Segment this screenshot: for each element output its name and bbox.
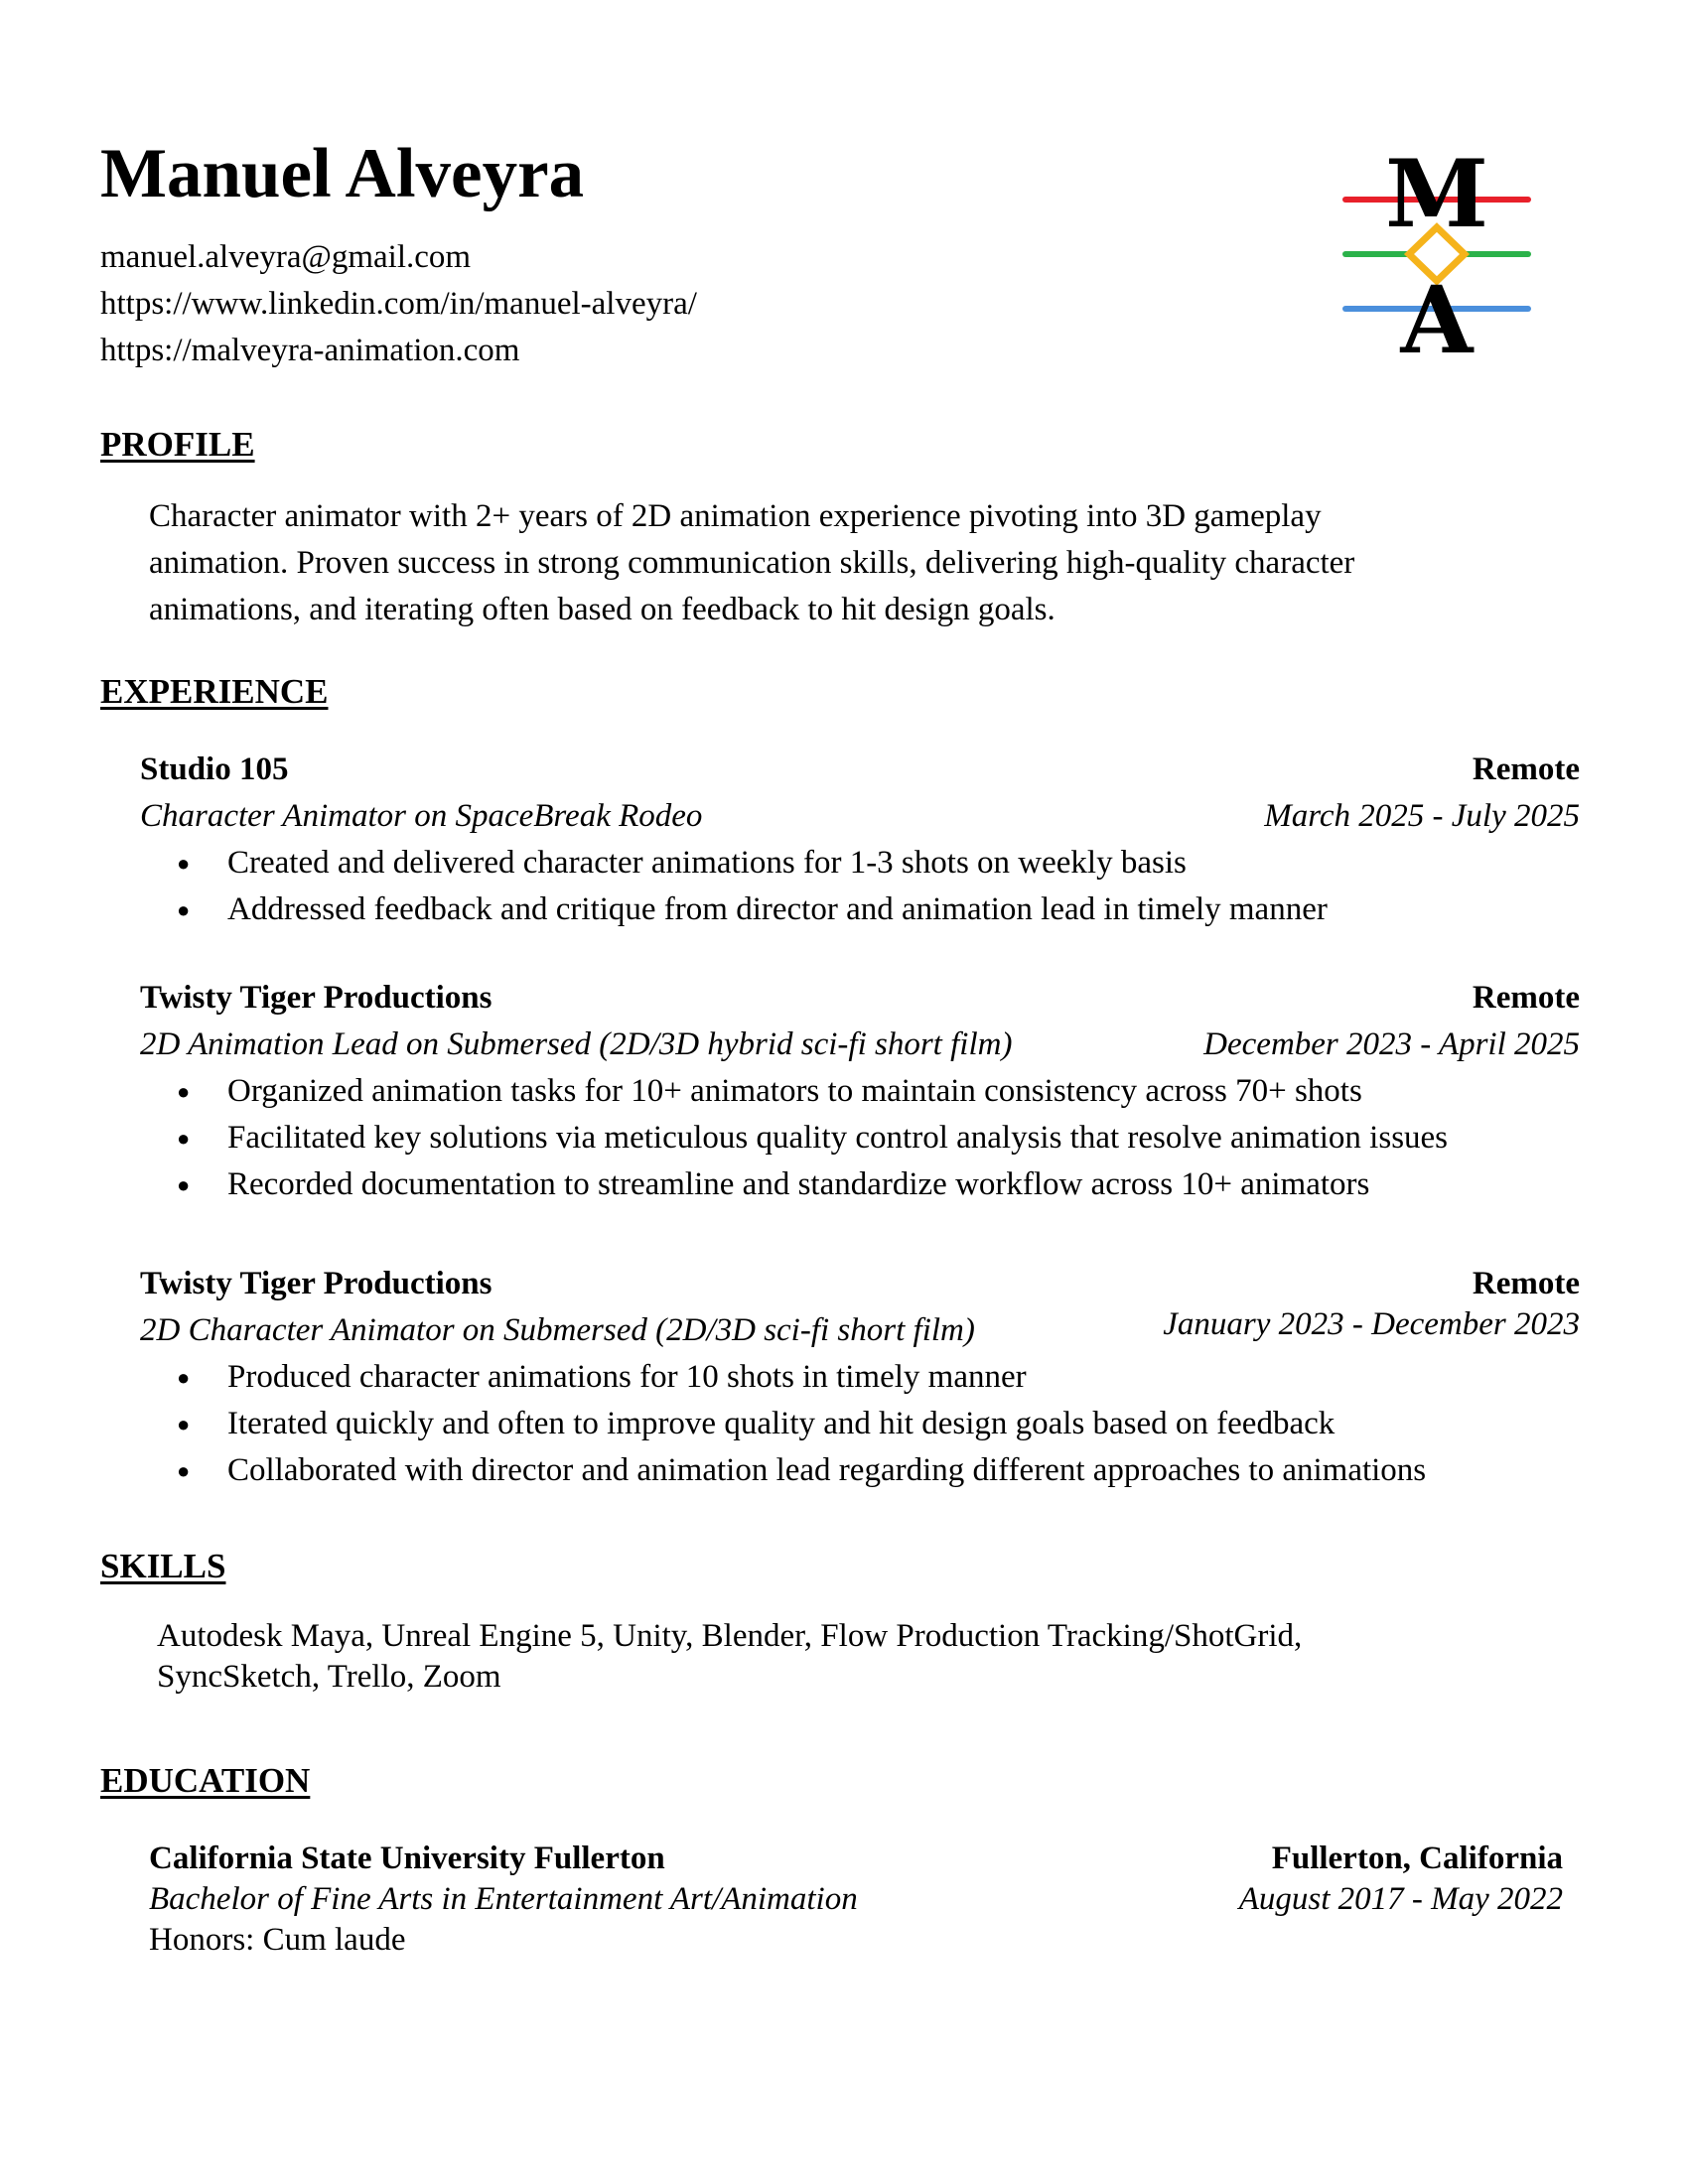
linkedin-url: https://www.linkedin.com/in/manuel-alveyra/ (100, 286, 697, 322)
profile-heading: PROFILE (100, 425, 255, 464)
contact-block (100, 234, 697, 374)
honors: Honors: Cum laude (149, 1922, 406, 1958)
job-bullet: ● Created and delivered character animations for 1-3 shots on weekly basis (140, 840, 1580, 887)
job-dates: March 2025 - July 2025 (1264, 798, 1580, 834)
job-company: Twisty Tiger Productions (140, 980, 492, 1016)
education-heading: EDUCATION (100, 1761, 311, 1800)
job-entry (140, 1261, 1580, 1494)
job-role: 2D Character Animator on Submersed (2D/3D sci-fi short film) (140, 1312, 975, 1348)
job-bullet: ● Facilitated key solutions via meticulous quality control analysis that resolve animation issues (140, 1115, 1580, 1161)
skills-line: Autodesk Maya, Unreal Engine 5, Unity, Blender, Flow Production Tracking/ShotGrid, (157, 1618, 1303, 1654)
monogram-logo (1342, 144, 1531, 367)
job-bullets (140, 1354, 1580, 1494)
skills-list (157, 1616, 1547, 1698)
job-dates: December 2023 - April 2025 (1203, 1026, 1580, 1062)
job-dates: January 2023 - December 2023 (1163, 1306, 1580, 1342)
education-dates: August 2017 - May 2022 (1238, 1881, 1563, 1917)
profile-line: animations, and iterating often based on feedback to hit design goals. (149, 592, 1055, 627)
profile-summary (149, 493, 1559, 633)
job-bullet: ● Recorded documentation to streamline and standardize workflow across 10+ animators (140, 1161, 1580, 1208)
candidate-name: Manuel Alveyra (100, 135, 585, 212)
profile-line: animation. Proven success in strong communication skills, delivering high-quality character (149, 545, 1355, 581)
job-bullets (140, 840, 1580, 933)
logo-letter-m: M (1384, 144, 1489, 249)
job-bullet: ● Addressed feedback and critique from director and animation lead in timely manner (140, 887, 1580, 933)
logo-letter-a: A (1400, 266, 1474, 367)
job-bullet: ● Organized animation tasks for 10+ animators to maintain consistency across 70+ shots (140, 1068, 1580, 1115)
job-entry (140, 747, 1580, 933)
school-name: California State University Fullerton (149, 1841, 665, 1876)
profile-line: Character animator with 2+ years of 2D animation experience pivoting into 3D gameplay (149, 498, 1322, 534)
skills-line: SyncSketch, Trello, Zoom (157, 1659, 501, 1695)
job-bullets (140, 1068, 1580, 1208)
experience-heading: EXPERIENCE (100, 672, 329, 711)
job-location: Remote (1472, 751, 1580, 787)
job-company: Studio 105 (140, 751, 289, 787)
job-role: Character Animator on SpaceBreak Rodeo (140, 798, 703, 834)
degree: Bachelor of Fine Arts in Entertainment Art/Animation (149, 1881, 858, 1917)
job-company: Twisty Tiger Productions (140, 1266, 492, 1301)
job-location: Remote (1472, 980, 1580, 1016)
school-location: Fullerton, California (1271, 1841, 1563, 1876)
skills-heading: SKILLS (100, 1547, 226, 1585)
website-url: https://malveyra-animation.com (100, 333, 520, 368)
email-text: manuel.alveyra@gmail.com (100, 239, 472, 275)
job-entry (140, 975, 1580, 1208)
job-role: 2D Animation Lead on Submersed (2D/3D hybrid sci-fi short film) (140, 1026, 1013, 1062)
job-bullet: ● Iterated quickly and often to improve quality and hit design goals based on feedback (140, 1401, 1580, 1447)
education-entry (149, 1839, 1563, 1961)
job-bullet: ● Collaborated with director and animation lead regarding different approaches to animations (140, 1447, 1580, 1494)
job-location: Remote (1472, 1266, 1580, 1301)
job-bullet: ● Produced character animations for 10 shots in timely manner (140, 1354, 1580, 1401)
